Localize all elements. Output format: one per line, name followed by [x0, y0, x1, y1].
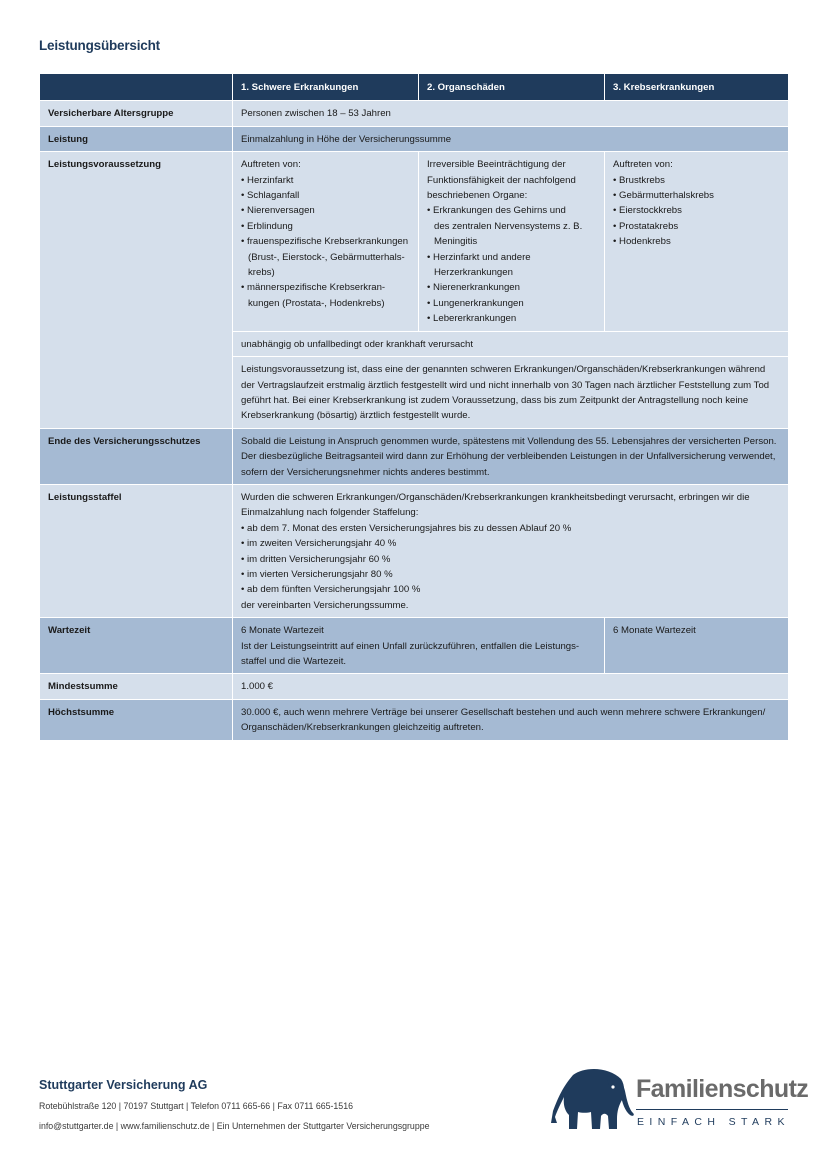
list-item: • Herzinfarkt [241, 174, 294, 186]
footer-company: Stuttgarter Versicherung AG [39, 1078, 208, 1092]
row-label: Ende des Versicherungsschutzes [40, 428, 233, 484]
col2-intro: Funktionsfähigkeit der nachfolgend [427, 174, 576, 186]
staffel-intro: Wurden die schweren Erkrankungen/Organschäden/Krebserkrankungen krankheitsbedingt verursacht, erbringen wir die Einmalzahlung nach folgender Staffelung: [241, 491, 750, 519]
col2-intro: beschriebenen Organe: [427, 190, 528, 202]
wartezeit-left [233, 618, 605, 674]
row-label: Mindestsumme [40, 674, 233, 699]
staffel-outro: der vereinbarten Versicherungssumme. [241, 599, 409, 611]
row-altersgruppe [40, 101, 789, 126]
row-value: Personen zwischen 18 – 53 Jahren [233, 101, 789, 126]
list-item: • Herzinfarkt und andere [427, 251, 531, 263]
logo-tagline: EINFACH STARK [637, 1116, 790, 1128]
page-title: Leistungsübersicht [39, 38, 160, 53]
header-col-1: 1. Schwere Erkrankungen [233, 74, 419, 101]
list-item: • im zweiten Versicherungsjahr 40 % [241, 538, 397, 550]
list-item-cont: kungen (Prostata-, Hodenkrebs) [248, 297, 385, 309]
row-label: Wartezeit [40, 618, 233, 674]
row-label: Leistungsvoraussetzung [40, 152, 233, 429]
staffel-cell [233, 484, 789, 617]
list-item: • Nierenerkrankungen [427, 282, 520, 294]
benefits-table [39, 73, 789, 741]
row-label: Versicherbare Altersgruppe [40, 101, 233, 126]
list-item: • Hodenkrebs [613, 236, 671, 248]
voraussetzung-col-2 [419, 152, 605, 331]
row-label: Leistung [40, 126, 233, 151]
row-mindest [40, 674, 789, 699]
list-item-cont: (Brust-, Eierstock-, Gebärmutterhals- [248, 251, 405, 263]
row-value: Einmalzahlung in Höhe der Versicherungssumme [233, 126, 789, 151]
logo-name: Familienschutz [636, 1075, 809, 1103]
list-item: • ab dem fünften Versicherungsjahr 100 % [241, 584, 421, 596]
row-staffel [40, 484, 789, 617]
list-item: • Eierstockkrebs [613, 205, 682, 217]
col3-intro: Auftreten von: [613, 159, 673, 171]
list-item: • Gebärmutterhalskrebs [613, 190, 714, 202]
col2-intro: Irreversible Beeinträchtigung der [427, 159, 566, 171]
table-header-row [40, 74, 789, 101]
list-item-cont: krebs) [248, 267, 275, 279]
row-label: Höchstsumme [40, 699, 233, 740]
list-item: • Brustkrebs [613, 174, 665, 186]
row-leistung [40, 126, 789, 151]
wartezeit-right: 6 Monate Wartezeit [605, 618, 789, 674]
list-item: • Nierenversagen [241, 205, 315, 217]
row-wartezeit [40, 618, 789, 674]
row-voraussetzung [40, 152, 789, 331]
list-item: • Schlaganfall [241, 190, 300, 202]
footer-address: Rotebühlstraße 120 | 70197 Stuttgart | Telefon 0711 665-66 | Fax 0711 665-1516 [39, 1101, 353, 1111]
row-label: Leistungsstaffel [40, 484, 233, 617]
col1-intro: Auftreten von: [241, 159, 301, 171]
logo-divider [636, 1109, 788, 1110]
row-value: 1.000 € [233, 674, 789, 699]
voraussetzung-col-3 [605, 152, 789, 331]
voraussetzung-col-1 [233, 152, 419, 331]
list-item: • männerspezifische Krebserkran- [241, 282, 386, 294]
header-col-2: 2. Organschäden [419, 74, 605, 101]
list-item: • Lungenerkrankungen [427, 297, 524, 309]
header-col-3: 3. Krebserkrankungen [605, 74, 789, 101]
condition-text: Leistungsvoraussetzung ist, dass eine der genannten schweren Erkrankungen/Organschäden/Krebserkrankungen während der Vertragslaufzeit erstmalig ärztlich festgestellt wird und nicht innerhalb von 30 Tagen nach ärztlicher Feststellung zum Tod geführt hat. Bei einer Krebserkrankung ist zudem Voraussetzung, dass bis zum Zeitpunkt der Antragstellung noch keine Krebserkrankung (bösartig) ärztlich festgestellt wurde. [233, 357, 789, 429]
row-hoechst [40, 699, 789, 740]
list-item: • im dritten Versicherungsjahr 60 % [241, 553, 391, 565]
row-ende [40, 428, 789, 484]
list-item: • Erkrankungen des Gehirns und [427, 205, 566, 217]
header-empty [40, 74, 233, 101]
list-item-cont: Meningitis [434, 236, 478, 248]
list-item: • Prostatakrebs [613, 220, 679, 232]
list-item: • ab dem 7. Monat des ersten Versicherungsjahres bis zu dessen Ablauf 20 % [241, 522, 572, 534]
row-value: 30.000 €, auch wenn mehrere Verträge bei unserer Gesellschaft bestehen und auch wenn mehrere schwere Erkrankungen/ Organschäden/Krebserkrankungen gleichzeitig auftreten. [233, 699, 789, 740]
row-value: Sobald die Leistung in Anspruch genommen wurde, spätestens mit Vollendung des 55. Lebensjahres der versicherten Person. Der diesbezügliche Beitragsanteil wird dann zur Erhöhung der verbleibenden Leistungen in der Unfallversicherung verwendet, sofern der Versicherungsnehmer nichts anderes bestimmt. [233, 428, 789, 484]
list-item: • Erblindung [241, 220, 293, 232]
cause-text: unabhängig ob unfallbedingt oder krankhaft verursacht [233, 331, 789, 356]
footer-contact[interactable]: info@stuttgarter.de | www.familienschutz.de | Ein Unternehmen der Stuttgarter Versicherungsgruppe [39, 1121, 430, 1131]
list-item: • im vierten Versicherungsjahr 80 % [241, 568, 393, 580]
list-item: • Lebererkrankungen [427, 313, 517, 325]
list-item: • frauenspezifische Krebserkrankungen [241, 236, 409, 248]
list-item-cont: Herzerkrankungen [434, 267, 513, 279]
wartezeit-left-title: 6 Monate Wartezeit [241, 625, 324, 637]
list-item-cont: des zentralen Nervensystems z. B. [434, 220, 583, 232]
wartezeit-left-text: Ist der Leistungseintritt auf einen Unfall zurückzuführen, entfallen die Leistungs-staffel und die Wartezeit. [241, 640, 580, 667]
